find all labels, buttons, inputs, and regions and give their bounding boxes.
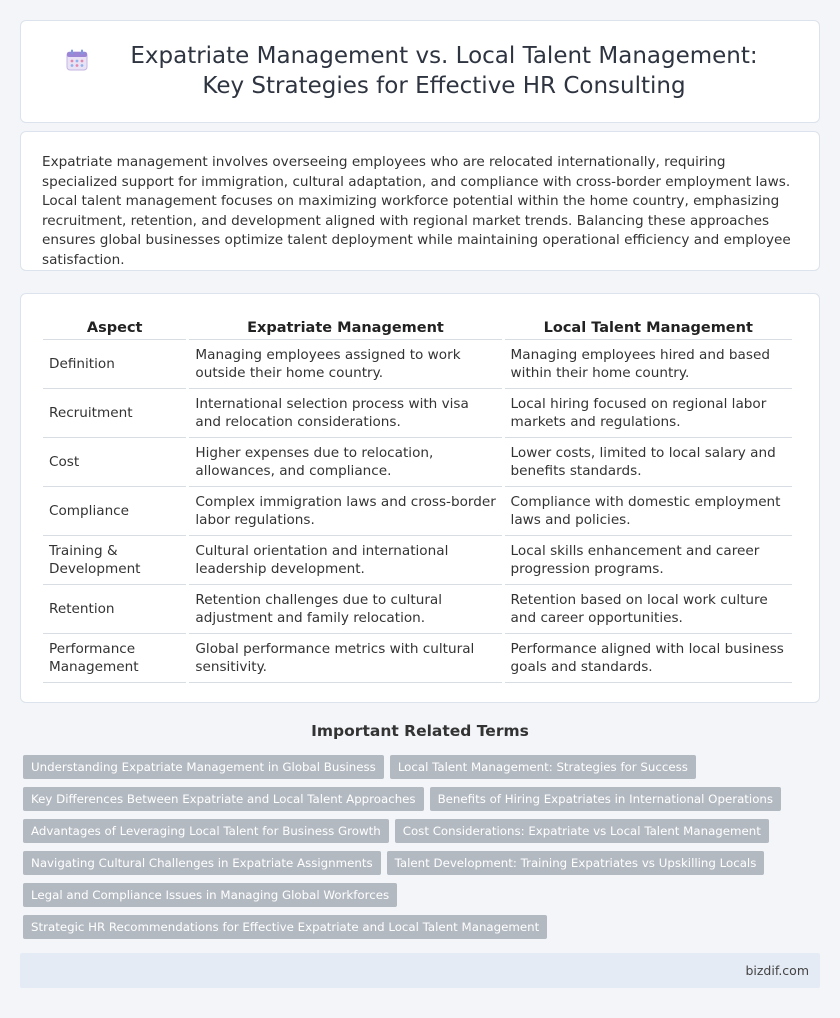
table-row	[43, 634, 792, 683]
local-cell: Performance aligned with local business goals and standards.	[505, 634, 792, 683]
site-link[interactable]: bizdif.com	[745, 963, 809, 978]
intro-card	[20, 131, 820, 271]
aspect-cell: Retention	[43, 585, 186, 634]
aspect-cell: Recruitment	[43, 389, 186, 438]
related-term-link[interactable]: Benefits of Hiring Expatriates in International Operations	[430, 787, 781, 811]
table-row	[43, 585, 792, 634]
aspect-cell: Training & Development	[43, 536, 186, 585]
expatriate-cell: Cultural orientation and international leadership development.	[189, 536, 501, 585]
comparison-table	[40, 314, 795, 683]
header-local: Local Talent Management	[505, 314, 792, 340]
intro-paragraph: Expatriate management involves overseeing employees who are relocated internationally, requiring specialized support for immigration, cultural adaptation, and compliance with cross-border employment laws. Local talent management focuses on maximizing workforce potential within the home country, emphasizing recruitment, retention, and development aligned with regional market trends. Balancing these approaches ensures global businesses optimize talent deployment while maintaining operational efficiency and employee satisfaction.	[42, 154, 791, 268]
aspect-cell: Performance Management	[43, 634, 186, 683]
local-cell: Lower costs, limited to local salary and benefits standards.	[505, 438, 792, 487]
related-term-link[interactable]: Strategic HR Recommendations for Effective Expatriate and Local Talent Management	[23, 915, 547, 939]
table-row	[43, 438, 792, 487]
local-cell: Local hiring focused on regional labor markets and regulations.	[505, 389, 792, 438]
related-term-link[interactable]: Advantages of Leveraging Local Talent for Business Growth	[23, 819, 389, 843]
aspect-cell: Cost	[43, 438, 186, 487]
local-cell: Managing employees hired and based within their home country.	[505, 340, 792, 389]
title-card	[20, 20, 820, 123]
table-header-row	[43, 314, 792, 340]
related-term-link[interactable]: Talent Development: Training Expatriates vs Upskilling Locals	[387, 851, 765, 875]
local-cell: Compliance with domestic employment laws and policies.	[505, 487, 792, 536]
local-cell: Local skills enhancement and career progression programs.	[505, 536, 792, 585]
related-term-link[interactable]: Legal and Compliance Issues in Managing Global Workforces	[23, 883, 397, 907]
local-cell: Retention based on local work culture and career opportunities.	[505, 585, 792, 634]
footer	[20, 953, 820, 988]
table-row	[43, 536, 792, 585]
comparison-card	[20, 293, 820, 703]
related-terms-heading: Important Related Terms	[311, 722, 529, 740]
aspect-cell: Compliance	[43, 487, 186, 536]
expatriate-cell: Higher expenses due to relocation, allowances, and compliance.	[189, 438, 501, 487]
aspect-cell: Definition	[43, 340, 186, 389]
page-title: Expatriate Management vs. Local Talent Management: Key Strategies for Effective HR Consulting	[130, 43, 758, 99]
related-terms-list	[23, 755, 813, 939]
expatriate-cell: Global performance metrics with cultural sensitivity.	[189, 634, 501, 683]
related-term-link[interactable]: Key Differences Between Expatriate and Local Talent Approaches	[23, 787, 424, 811]
calendar-icon	[66, 49, 88, 71]
expatriate-cell: Managing employees assigned to work outside their home country.	[189, 340, 501, 389]
expatriate-cell: Retention challenges due to cultural adjustment and family relocation.	[189, 585, 501, 634]
table-row	[43, 340, 792, 389]
table-row	[43, 389, 792, 438]
header-aspect: Aspect	[43, 314, 186, 340]
related-term-link[interactable]: Understanding Expatriate Management in Global Business	[23, 755, 384, 779]
related-term-link[interactable]: Navigating Cultural Challenges in Expatriate Assignments	[23, 851, 381, 875]
expatriate-cell: International selection process with visa and relocation considerations.	[189, 389, 501, 438]
table-row	[43, 487, 792, 536]
title-row	[21, 41, 819, 101]
expatriate-cell: Complex immigration laws and cross-border labor regulations.	[189, 487, 501, 536]
related-term-link[interactable]: Cost Considerations: Expatriate vs Local Talent Management	[395, 819, 769, 843]
header-expatriate: Expatriate Management	[189, 314, 501, 340]
related-term-link[interactable]: Local Talent Management: Strategies for Success	[390, 755, 696, 779]
